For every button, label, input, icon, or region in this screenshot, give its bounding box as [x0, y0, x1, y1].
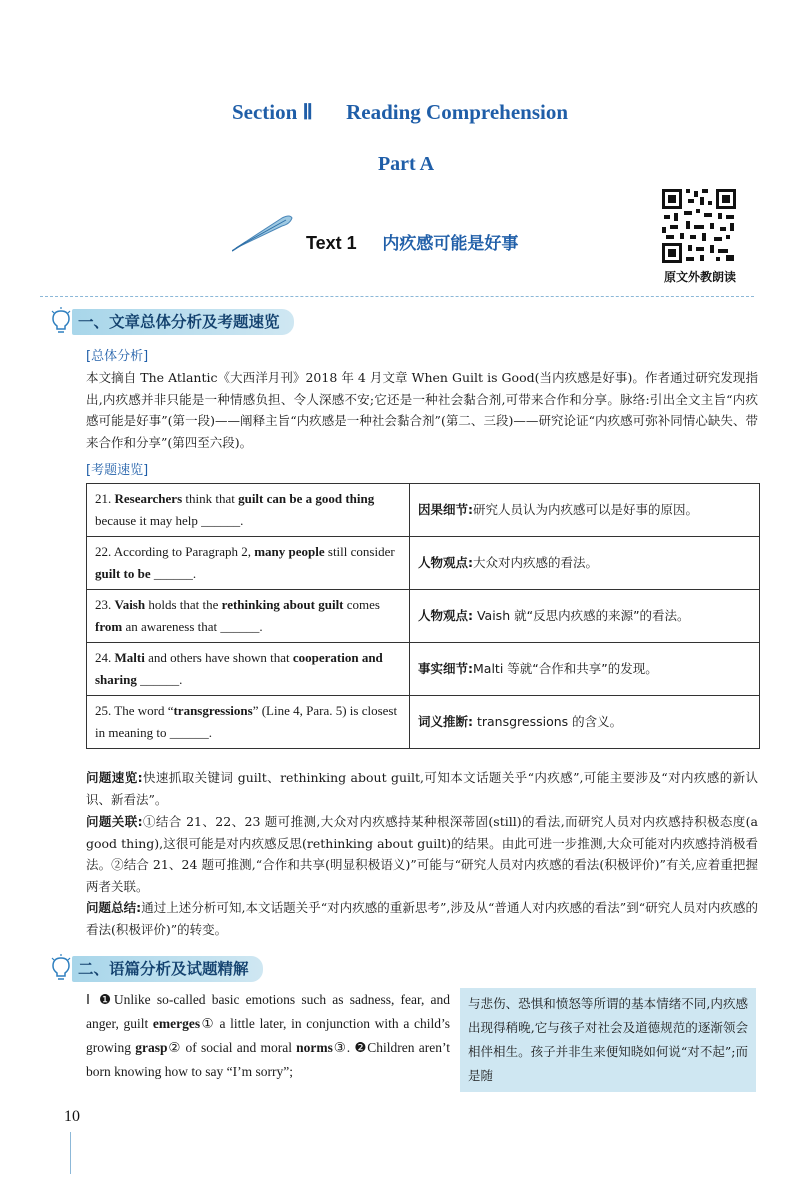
- section1-heading-label: 一、文章总体分析及考题速览: [72, 309, 294, 335]
- question-cell: [87, 643, 410, 696]
- overall-analysis-text: 本文摘自 The Atlantic《大西洋月刊》2018 年 4 月文章 When Guilt is Good(当内疚感是好事)。作者通过研究发现指出,内疚感并非只能是一种情感负担、令人深感不安;它还是一种社会黏合剂,可带来合作和分享。脉络:引出全文主旨“内疚感可能是好事”(第一段)——阐释主旨“内疚感是一种社会黏合剂”(第二、三段)——研究论证“内疚感可弥补同情心缺失、带来合作和分享”(第四至六段)。: [86, 370, 758, 450]
- question-preview-tag: [考题速览]: [86, 463, 149, 478]
- question-cell: [87, 590, 410, 643]
- quill-pen-icon: [232, 212, 296, 252]
- vocab-word: grasp: [135, 1040, 168, 1055]
- question-type-text: 大众对内疚感的看法。: [473, 555, 599, 570]
- paragraph-marker: Ⅰ: [86, 992, 93, 1007]
- question-text: from: [95, 619, 123, 634]
- question-row: [87, 484, 760, 537]
- question-text: many people: [254, 544, 325, 559]
- relation-text: ①结合 21、22、23 题可推测,大众对内疚感持某种根深蒂固(still)的看法,而研究人员对内疚感持积极态度(a good thing),这很可能是对内疚感反思(rethinking about guilt)的结果。由此可进一步推测,大众可能对内疚感持消极看法。②结合 21、24 题可推测,“合作和共享(明显积极语义)”可能与“研究人员对内疚感的看法(积极评价)”有关,应着重把握两者关联。: [86, 814, 758, 894]
- relation-paragraph: [86, 811, 758, 897]
- question-text: ______.: [136, 672, 183, 687]
- question-text: transgressions: [173, 703, 253, 718]
- section-label: Section Ⅱ: [231, 100, 313, 124]
- question-text: guilt to be: [95, 566, 151, 581]
- question-text: because it may help ______.: [95, 513, 244, 528]
- summary-text: 快速抓取关键词 guilt、rethinking about guilt,可知本文话题关乎“内疚感”,可能主要涉及“对内疚感的新认识、新看法”。: [86, 770, 759, 807]
- question-type-text: 词义推断:: [418, 714, 473, 729]
- section2-heading: [50, 956, 340, 982]
- question-row: [87, 696, 760, 749]
- question-text: still consider: [324, 544, 395, 559]
- question-cell: [87, 484, 410, 537]
- page-number: 10: [64, 1108, 80, 1125]
- passage-text: ② of social and moral: [167, 1040, 297, 1055]
- question-text: cooperation and sharing: [95, 650, 383, 687]
- question-type-text: 事实细节:: [418, 661, 473, 676]
- lightbulb-icon: [50, 307, 72, 335]
- passage-text: ③. ❷Children aren’t born knowing how to say “I’m sorry”;: [86, 1040, 450, 1079]
- question-text: 24.: [95, 650, 115, 665]
- question-text: comes: [343, 597, 380, 612]
- text-label: Text 1: [306, 233, 357, 253]
- section-title: [0, 100, 800, 125]
- question-row: [87, 643, 760, 696]
- section-name: Reading Comprehension: [346, 100, 569, 124]
- question-text: holds that the: [145, 597, 222, 612]
- question-text: ” (Line 4, Para. 5) is closest in meaning to ______.: [95, 703, 398, 740]
- divider: [40, 296, 754, 297]
- question-text: Malti: [114, 650, 145, 665]
- lightbulb-icon: [50, 954, 72, 982]
- question-type-text: 研究人员认为内疚感可以是好事的原因。: [473, 502, 699, 517]
- question-text: Vaish: [114, 597, 146, 612]
- passage-text: ❶: [98, 992, 114, 1007]
- question-text: 25. The word “: [95, 703, 174, 718]
- summary-paragraph: [86, 767, 758, 810]
- question-text: 23.: [95, 597, 115, 612]
- relation-label: 问题关联:: [86, 814, 143, 829]
- question-text: 22. According to Paragraph 2,: [95, 544, 255, 559]
- question-type-text: 因果细节:: [418, 502, 473, 517]
- text-title-zh: 内疚感可能是好事: [382, 234, 519, 254]
- section2-heading-label: 二、语篇分析及试题精解: [72, 956, 263, 982]
- question-type-cell: [410, 484, 760, 537]
- qr-code-icon[interactable]: [660, 187, 738, 265]
- question-row: [87, 590, 760, 643]
- chinese-translation: 与悲伤、恐惧和愤怒等所谓的基本情绪不同,内疚感出现得稍晚,它与孩子对社会及道德规范的逐渐领会相伴相生。孩子并非生来便知晓如何说“对不起”;而是随: [460, 988, 756, 1092]
- question-text: think that: [182, 491, 239, 506]
- conclusion-text: 通过上述分析可知,本文话题关乎“对内疚感的重新思考”,涉及从“普通人对内疚感的看法”到“研究人员对内疚感的看法(积极评价)”的转变。: [86, 900, 759, 937]
- vocab-word: emerges: [152, 1016, 201, 1031]
- question-text: rethinking about guilt: [221, 597, 344, 612]
- part-title: Part A: [377, 153, 435, 175]
- question-text: 21.: [95, 491, 115, 506]
- margin-rule: [70, 1132, 71, 1174]
- question-cell: [87, 537, 410, 590]
- question-text: an awareness that ______.: [122, 619, 263, 634]
- question-text: guilt can be a good thing: [238, 491, 375, 506]
- question-text: and others have shown that: [144, 650, 293, 665]
- conclusion-label: 问题总结:: [86, 900, 142, 915]
- question-table: [86, 483, 760, 749]
- question-text: Researchers: [114, 491, 183, 506]
- summary-label: 问题速览:: [86, 770, 143, 785]
- question-text: ______.: [150, 566, 197, 581]
- question-type-cell: [410, 643, 760, 696]
- passage-text: ① a little later, in conjunction with a child’s growing: [86, 1016, 450, 1055]
- question-type-text: transgressions 的含义。: [473, 714, 623, 729]
- question-type-text: 人物观点:: [418, 608, 473, 623]
- conclusion-paragraph: [86, 897, 758, 940]
- question-type-text: 人物观点:: [418, 555, 473, 570]
- question-row: [87, 537, 760, 590]
- text-title: [306, 229, 518, 254]
- question-type-text: Malti 等就“合作和共享”的发现。: [473, 661, 658, 676]
- overall-analysis-tag: [总体分析]: [86, 349, 149, 364]
- question-type-cell: [410, 696, 760, 749]
- question-type-text: Vaish 就“反思内疚感的来源”的看法。: [473, 608, 690, 623]
- passage-text: Unlike so-called basic emotions such as sadness, fear, and anger, guilt: [86, 992, 451, 1031]
- question-cell: [87, 696, 410, 749]
- question-type-cell: [410, 590, 760, 643]
- question-type-cell: [410, 537, 760, 590]
- english-passage: [86, 988, 450, 1084]
- section1-heading: [50, 309, 380, 335]
- qr-caption: 原文外教朗读: [663, 270, 736, 284]
- vocab-word: norms: [296, 1040, 333, 1055]
